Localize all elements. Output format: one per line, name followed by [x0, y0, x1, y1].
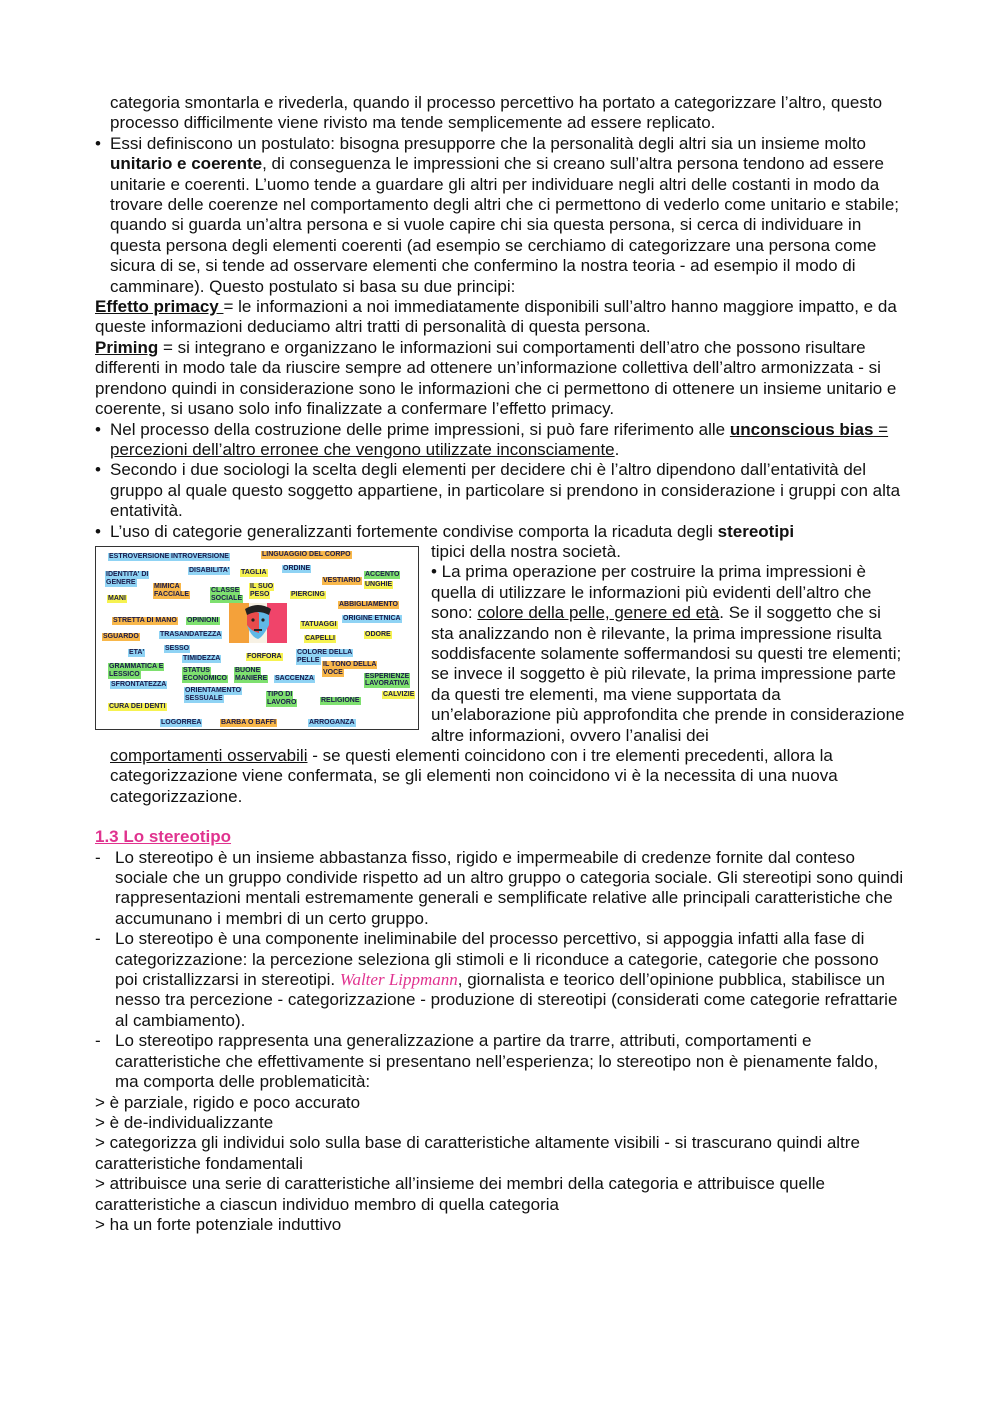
- word-tag: ACCENTO: [365, 570, 400, 578]
- word-tag: PELLE: [297, 656, 320, 664]
- word-tag: ABBIGLIAMENTO: [339, 600, 398, 608]
- word-tag: TRASANDATEZZA: [160, 630, 222, 638]
- text: .: [614, 439, 620, 459]
- text: Nel processo della costruzione delle prime impressioni, si può fare riferimento alle: [110, 419, 730, 439]
- bullet-marker: •: [95, 133, 101, 153]
- word-tag: PESO: [250, 590, 270, 598]
- bullet-stereotipi: [95, 522, 905, 542]
- text: Secondo i due sociologi la scelta degli elementi per decidere chi è l’altro dipendono dall’entatività del gruppo al quale questo soggetto appartiene, in particolare si prendono in considerazione i gruppi con alta entatività.: [110, 460, 901, 521]
- bold-text: unitario e coerente: [110, 154, 263, 174]
- word-cloud-image: [95, 546, 419, 730]
- text: Essi definiscono un postulato: bisogna presupporre che la personalità degli altri sia un insieme molto: [110, 133, 866, 153]
- word-tag: SESSO: [165, 644, 190, 652]
- text: , di conseguenza le impressioni che si creano sull’altra persona tendono ad essere unitarie e coerenti. L’uomo tende a guardare gli altri per individuare negli altri delle costanti in modo da trovare delle coerenze nel comportamento degli altri che ci permettono di vederlo come unitario e stabile; quando si guarda un’altra persona e si vuole capire chi sia questa persona, si cerca di individuare in questa persona degli elementi coerenti (ad esempio se cerchiamo di categorizzare una persona come sicura di se, si tende ad osservare elementi che confermino la nostra teoria - ad esempio il modo di camminare). Questo postulato si basa su due principi:: [110, 154, 900, 296]
- word-tag: ESPERIENZE: [365, 672, 410, 680]
- text: = si integrano e organizzano le informazioni sui comportamenti dell’atro che possono risultare differenti in modo tale da riuscire sempre ad ottenere un’informazione collettiva dell’altro armonizzata - si prendono quindi in considerazione sono le informazioni che ci permettono di ottenere un insieme unitario e coerente, si usano solo info finalizzate a confermare l’effetto primacy.: [95, 337, 897, 419]
- text: , giornalista e teorico dell’opinione pubblica, stabilisce un nesso tra percezione - categorizzazione - produzione di stereotipi (considerati come categorie refrattarie al cambiamento).: [115, 970, 898, 1030]
- word-tag: ESTROVERSIONE: [109, 552, 170, 560]
- word-tag: SACCENZA: [275, 674, 314, 682]
- word-tag: CURA DEI DENTI: [109, 702, 166, 710]
- word-tag: IDENTITA' DI: [106, 570, 149, 578]
- word-tag: BARBA O BAFFI: [221, 718, 276, 726]
- word-tag: UNGHIE: [365, 580, 393, 588]
- definition-text: = percezioni dell’altro erronee che vengono utilizzate inconsciamente: [110, 419, 889, 459]
- word-tag: FACCIALE: [154, 590, 189, 598]
- text: Lo stereotipo è un insieme abbastanza fisso, rigido e impermeabile di credenze fornite dal conteso sociale che un gruppo condivide rispetto ad un altro gruppo o categoria sociale. Gli stereotipi sono quindi rappresentazioni mentali estremamente generali e semplificate relative alle principali caratteristiche che accumunano i membri di un certo gruppo.: [115, 847, 904, 928]
- word-tag: TAGLIA: [241, 568, 267, 576]
- word-tag: SGUARDO: [103, 632, 139, 640]
- word-tag: LAVORO: [267, 698, 297, 706]
- word-tag: BUONE: [235, 666, 261, 674]
- paragraph-comportamenti: [95, 746, 905, 807]
- word-tag: PIERCING: [291, 590, 325, 598]
- word-tag: LOGORREA: [161, 718, 202, 726]
- face-illustration-icon: [229, 603, 287, 643]
- word-tag: GENERE: [106, 578, 136, 586]
- dash-marker: -: [95, 847, 101, 867]
- dash-marker: -: [95, 929, 101, 949]
- list-item: > ha un forte potenziale induttivo: [95, 1214, 342, 1234]
- text: Lo stereotipo è una componente ineliminabile del processo percettivo, si appoggia infatti alla fase di categorizzazione: la percezione seleziona gli stimoli e li riconduce a categorie, categorie che possono poi cristallizzarsi in stereotipi.: [115, 929, 879, 990]
- underlined-text: comportamenti osservabili: [110, 746, 308, 765]
- word-tag: RELIGIONE: [321, 696, 360, 704]
- word-tag: ECONOMICO: [183, 674, 227, 682]
- bullet-entativita: [95, 460, 905, 521]
- word-tag: IL TONO DELLA: [323, 660, 377, 668]
- word-tag: GRAMMATICA E: [109, 662, 164, 670]
- term-unconscious-bias: unconscious bias: [729, 419, 874, 439]
- text: Lo stereotipo rappresenta una generalizzazione a partire da trarre, attributi, comportamenti e caratteristiche che effettivamente si presentano nell’esperienza; lo stereotipo non è pienamente faldo, ma comporta delle problematicità:: [115, 1031, 879, 1092]
- text: • La prima operazione per costruire la prima impressioni è quella di utilizzare le informazioni più evidenti dell’altro che sono:: [431, 562, 872, 623]
- paragraph-continuation: categoria smontarla e rivederla, quando il processo percettivo ha portato a categorizzare l’altro, questo processo difficilmente viene rivisto ma tende semplicemente ad essere replicato.: [110, 93, 883, 133]
- stereotipi-continuation: tipici della nostra società.: [431, 541, 621, 561]
- dash-item-generalizzazione: [95, 1031, 905, 1092]
- bullet-marker: •: [95, 460, 101, 480]
- priming-paragraph: [95, 338, 905, 420]
- term-priming: Priming: [95, 337, 159, 357]
- dash-marker: -: [95, 1031, 101, 1051]
- word-tag: CLASSE: [211, 586, 240, 594]
- list-item: > categorizza gli individui solo sulla base di caratteristiche altamente visibili - si trascurano quindi altre caratteristiche fondamentali: [95, 1133, 860, 1173]
- text: = le informazioni a noi immediatamente disponibili sull’altro hanno maggiore impatto, e da queste informazioni deduciamo altri tratti di personalità di questa persona.: [95, 297, 897, 337]
- word-tag: ORIGINE ETNICA: [343, 614, 401, 622]
- word-tag: VOCE: [323, 668, 343, 676]
- word-tag: ARROGANZA: [309, 718, 355, 726]
- text: L’uso di categorie generalizzanti fortemente condivise comporta la ricaduta degli: [110, 521, 718, 541]
- word-tag: DISABILITA': [189, 566, 230, 574]
- word-tag: LINGUAGGIO DEL CORPO: [262, 550, 351, 558]
- list-item: > è parziale, rigido e poco accurato: [95, 1092, 361, 1112]
- bullet-postulato: [95, 134, 905, 297]
- section-heading: 1.3 Lo stereotipo: [95, 827, 232, 847]
- word-tag: LESSICO: [109, 670, 140, 678]
- word-tag: CAPELLI: [305, 634, 335, 642]
- word-tag: ORDINE: [283, 564, 311, 572]
- effetto-primacy-paragraph: [95, 297, 905, 338]
- word-tag: IL SUO: [250, 582, 274, 590]
- word-tag: COLORE DELLA: [297, 648, 353, 656]
- word-tag: STRETTA DI MANO: [113, 616, 177, 624]
- term-effetto-primacy: Effetto primacy: [95, 297, 224, 317]
- word-tag: MIMICA: [154, 582, 180, 590]
- text: - se questi elementi coincidono con i tre elementi precedenti, allora la categorizzazione viene confermata, se gli elementi non coincidono vi è la necessita di una nuova categorizzazione.: [110, 746, 838, 806]
- bullet-marker: •: [95, 419, 101, 439]
- word-tag: FORFORA: [247, 652, 282, 660]
- word-tag: OPINIONI: [187, 616, 219, 624]
- word-tag: LAVORATIVA: [365, 679, 409, 687]
- word-tag: TATUAGGI: [301, 620, 337, 628]
- word-tag: SOCIALE: [211, 594, 243, 602]
- text: . Se il soggetto che si sta analizzando non è rilevante, la prima impressione risulta soddisfacente solamente soffermandosi su questi tre elementi; se invece il soggetto è più rilevate, la prima impressione parte da questi tre elementi, ma viene supportata da un’elaborazione più approfondita che prende in considerazione altre informazioni, ovvero l’analisi dei: [431, 603, 905, 745]
- bold-text: stereotipi: [717, 521, 795, 541]
- word-tag: MANI: [108, 594, 126, 602]
- word-tag: ORIENTAMENTO: [185, 686, 242, 694]
- word-tag: CALVIZIE: [383, 690, 415, 698]
- word-tag: SFRONTATEZZA: [111, 680, 167, 688]
- person-name: Walter Lippmann: [339, 970, 458, 990]
- bullet-unconscious-bias: [95, 420, 905, 461]
- word-tag: MANIERE: [235, 674, 268, 682]
- word-tag: INTROVERSIONE: [171, 552, 229, 560]
- word-tag: STATUS: [183, 666, 210, 674]
- word-tag: ETA': [129, 648, 145, 656]
- dash-item-componente: [95, 929, 905, 1031]
- list-item: > attribuisce una serie di caratteristiche all’insieme dei membri della categoria e attribuisce quelle caratteristiche a ciascun individuo membro di quella categoria: [95, 1174, 825, 1214]
- underlined-text: colore della pelle, genere ed età: [477, 603, 720, 623]
- word-tag: SESSUALE: [185, 694, 223, 702]
- bullet-marker: •: [95, 521, 101, 541]
- word-tag: TIMIDEZZA: [183, 654, 221, 662]
- word-tag: VESTIARIO: [323, 576, 361, 584]
- word-tag: TIPO DI: [267, 690, 293, 698]
- list-item: > è de-individualizzante: [95, 1112, 274, 1132]
- word-tag: ODORE: [365, 630, 391, 638]
- document-page: [95, 93, 905, 1235]
- dash-item-definizione: [95, 848, 905, 930]
